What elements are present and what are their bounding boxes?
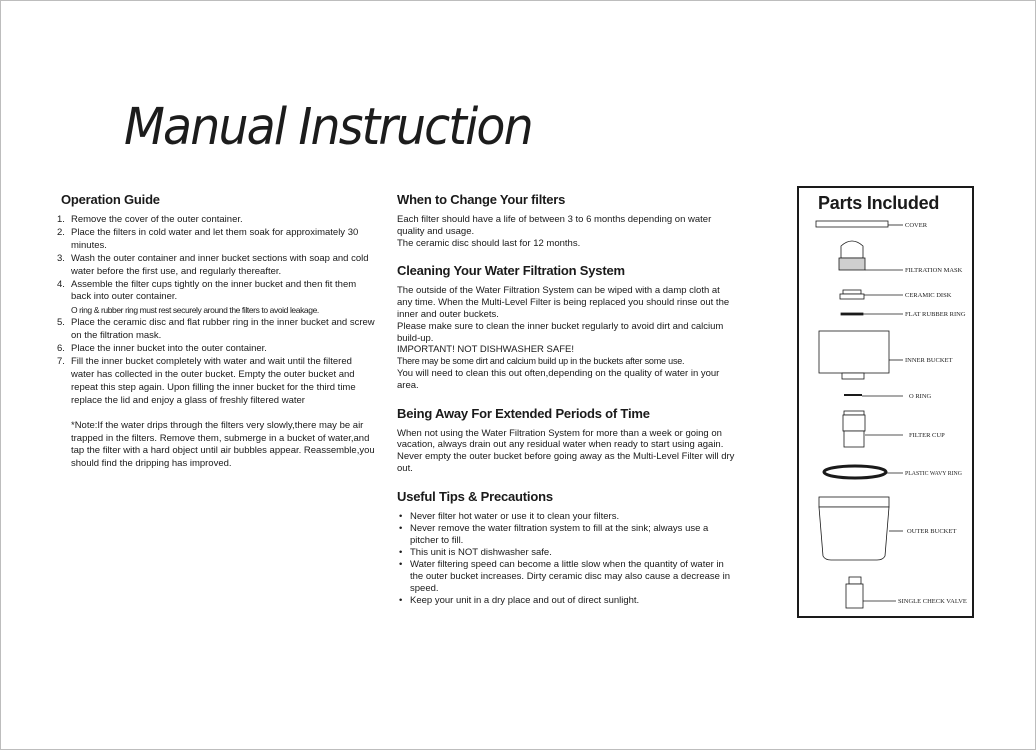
label-o-ring: O RING xyxy=(909,393,932,400)
step-item: 6. Place the inner bucket into the outer container. xyxy=(57,343,267,355)
filter-life-text: Each filter should have a life of between 3 to 6 months depending on water quality and usage. xyxy=(397,214,712,237)
plastic-wavy-ring-icon xyxy=(824,466,903,478)
tip-item: • Never filter hot water or use it to clean your filters. xyxy=(397,511,737,523)
tip-item: • This unit is NOT dishwasher safe. xyxy=(397,547,737,559)
cover-icon xyxy=(816,221,903,227)
away-section xyxy=(397,406,737,475)
away-text: When not using the Water Filtration System for more than a week or going on vacation, always drain out any residual water when ready to start using again. Never empty the outer bucket before going away as the Multi-Level Filter will dry out. xyxy=(397,427,735,474)
label-ceramic-disk: CERAMIC DISK xyxy=(905,292,952,299)
cleaning-text-2: Please make sure to clean the inner bucket regularly to avoid dirt and calcium build-up. xyxy=(397,320,724,344)
when-to-change-section xyxy=(397,192,737,249)
operation-guide-section xyxy=(57,192,377,471)
middle-column xyxy=(397,192,737,621)
label-plastic-wavy-ring: PLASTIC WAVY RING xyxy=(905,471,962,477)
label-inner-bucket: INNER BUCKET xyxy=(905,357,953,364)
label-single-check-valve: SINGLE CHECK VALVE xyxy=(898,598,967,605)
tip-item: • Keep your unit in a dry place and out of direct sunlight. xyxy=(397,595,737,607)
parts-diagram xyxy=(799,188,972,616)
ceramic-disc-life-text: The ceramic disc should last for 12 months. xyxy=(397,237,581,249)
step-item: 4. Assemble the filter cups tightly on the inner bucket and then fit them back into outer container. xyxy=(57,278,357,303)
tips-list xyxy=(397,511,737,607)
cleaning-section xyxy=(397,263,737,391)
flat-rubber-ring-icon xyxy=(841,313,903,315)
air-trapped-note: *Note:If the water drips through the filters very slowly,there may be air trapped in the filters. Remove them, submerge in a bucket of water,and tap the filter with a hard object until air bubbles appear. Reassemble,you should find the dripping has improved. xyxy=(71,419,375,470)
cleaning-text-4: You will need to clean this out often,depending on the quality of water in your area. xyxy=(397,367,720,391)
tips-heading: Useful Tips & Precautions xyxy=(397,488,553,504)
ceramic-disk-icon xyxy=(840,290,903,299)
outer-bucket-icon xyxy=(819,497,903,560)
away-heading: Being Away For Extended Periods of Time xyxy=(397,405,650,421)
label-flat-rubber-ring: FLAT RUBBER RING xyxy=(905,311,966,318)
cleaning-heading: Cleaning Your Water Filtration System xyxy=(397,263,625,279)
single-check-valve-icon xyxy=(846,577,896,608)
cleaning-text-3: There may be some dirt and calcium build up in the buckets after some use. xyxy=(397,356,685,367)
label-filtration-mask: FILTRATION MASK xyxy=(905,267,963,274)
cleaning-text-1: The outside of the Water Filtration System can be wiped with a damp cloth at any time. When the Multi-Level Filter is being replaced you should rinse out the inner and outer buckets. xyxy=(397,285,730,320)
step-item: 1. Remove the cover of the outer container. xyxy=(57,214,243,225)
page-title: Manual Instruction xyxy=(124,98,532,157)
operation-guide-heading: Operation Guide xyxy=(61,192,160,207)
step-item: 2. Place the filters in cold water and let them soak for approximately 30 minutes. xyxy=(57,226,359,251)
tip-item: • Water filtering speed can become a little slow when the quantity of water in the outer bucket increases. Dirty ceramic disc may also cause a decrease in speed. xyxy=(397,559,737,595)
step-item: 3. Wash the outer container and inner bucket sections with soap and cold water before the first use, and regularly thereafter. xyxy=(57,252,369,277)
when-to-change-heading: When to Change Your filters xyxy=(397,192,566,207)
o-ring-note: O ring & rubber ring must rest securely around the filters to avoid leakage. xyxy=(71,305,319,316)
tips-section xyxy=(397,489,737,607)
dishwasher-warning: IMPORTANT! NOT DISHWASHER SAFE! xyxy=(397,344,574,356)
step-item: 7. Fill the inner bucket completely with water and wait until the filtered water has collected in the outer bucket. Empty the outer bucket and repeat this step again. Upon filling the inner bucket for the third time replace the lid and enjoy a glass of freshly filtered water xyxy=(57,355,356,406)
parts-heading: Parts Included xyxy=(818,193,940,213)
step-item: 5. Place the ceramic disc and flat rubber ring in the inner bucket and screw on the filtration mask. xyxy=(57,317,375,342)
label-outer-bucket: OUTER BUCKET xyxy=(907,528,957,535)
o-ring-icon xyxy=(844,395,903,396)
operation-steps xyxy=(57,214,377,408)
filter-cup-icon xyxy=(843,411,903,447)
tip-item: • Never remove the water filtration system to fill at the sink; always use a pitcher to fill. xyxy=(397,523,737,547)
label-cover: COVER xyxy=(905,222,928,229)
inner-bucket-icon xyxy=(819,331,903,379)
label-filter-cup: FILTER CUP xyxy=(909,432,945,439)
parts-included-box xyxy=(797,186,974,618)
filtration-mask-icon xyxy=(839,241,903,270)
